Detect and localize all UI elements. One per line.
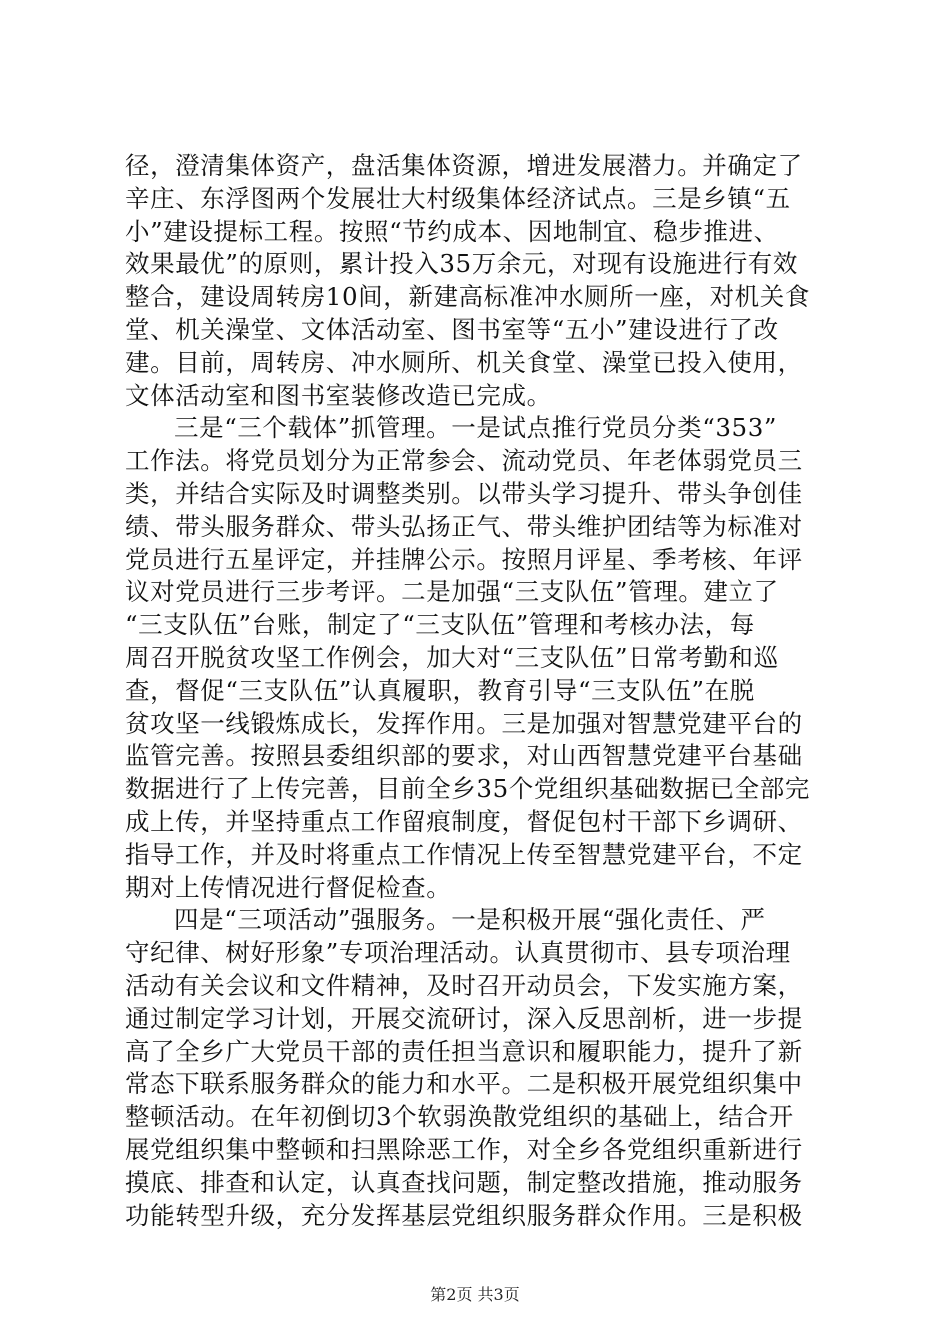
text-line: 整合，建设周转房10间，新建高标准冲水厕所一座，对机关食 (125, 282, 810, 312)
paragraph-start-line: 四是“三项活动”强服务。一是积极开展“强化责任、严 (174, 905, 766, 935)
text-line: 径，澄清集体资产，盘活集体资源，增进发展潜力。并确定了 (125, 151, 803, 180)
text-line: 摸底、排查和认定，认真查找问题，制定整改措施，推动服务 (125, 1167, 803, 1197)
text-line: 周召开脱贫攻坚工作例会，加大对“三支队伍”日常考勤和巡 (125, 642, 779, 672)
text-line: “三支队伍”台账，制定了“三支队伍”管理和考核办法，每 (125, 610, 755, 640)
page-footer (0, 1282, 950, 1305)
text-line: 党员进行五星评定，并挂牌公示。按照月评星、季考核、年评 (125, 544, 803, 574)
text-line: 文体活动室和图书室装修改造已完成。 (125, 380, 552, 410)
text-line: 数据进行了上传完善，目前全乡35个党组织基础数据已全部完 (125, 774, 810, 804)
text-line: 建。目前，周转房、冲水厕所、机关食堂、澡堂已投入使用， (125, 347, 803, 377)
text-line: 常态下联系服务群众的能力和水平。二是积极开展党组织集中 (125, 1069, 803, 1099)
text-line: 高了全乡广大党员干部的责任担当意识和履职能力，提升了新 (125, 1036, 803, 1066)
text-line: 效果最优”的原则，累计投入35万余元，对现有设施进行有效 (125, 249, 798, 279)
text-line: 贫攻坚一线锻炼成长，发挥作用。三是加强对智慧党建平台的 (125, 708, 803, 738)
text-line: 守纪律、树好形象”专项治理活动。认真贯彻市、县专项治理 (125, 938, 791, 968)
text-line: 功能转型升级，充分发挥基层党组织服务群众作用。三是积极 (125, 1200, 803, 1230)
text-line: 议对党员进行三步考评。二是加强“三支队伍”管理。建立了 (125, 577, 779, 607)
page-number-label: 第2页 共3页 (430, 1285, 520, 1304)
document-body (125, 150, 827, 1232)
text-line: 展党组织集中整顿和扫黑除恶工作，对全乡各党组织重新进行 (125, 1134, 803, 1164)
text-line: 整顿活动。在年初倒切3个软弱涣散党组织的基础上，结合开 (125, 1102, 794, 1132)
text-line: 监管完善。按照县委组织部的要求，对山西智慧党建平台基础 (125, 741, 803, 771)
text-line: 活动有关会议和文件精神，及时召开动员会，下发实施方案， (125, 970, 803, 1000)
paragraph-start-line: 三是“三个载体”抓管理。一是试点推行党员分类“353” (174, 413, 778, 443)
text-line: 绩、带头服务群众、带头弘扬正气、带头维护团结等为标准对 (125, 511, 803, 541)
text-line: 类，并结合实际及时调整类别。以带头学习提升、带头争创佳 (125, 478, 803, 508)
text-line: 查，督促“三支队伍”认真履职，教育引导“三支队伍”在脱 (125, 675, 755, 705)
text-line: 堂、机关澡堂、文体活动室、图书室等“五小”建设进行了改 (125, 314, 779, 344)
text-line: 辛庄、东浮图两个发展壮大村级集体经济试点。三是乡镇“五 (125, 183, 791, 213)
text-line: 小”建设提标工程。按照“节约成本、因地制宜、稳步推进、 (125, 216, 779, 246)
text-line: 指导工作，并及时将重点工作情况上传至智慧党建平台，不定 (125, 839, 803, 869)
text-line: 通过制定学习计划，开展交流研讨，深入反思剖析，进一步提 (125, 1003, 803, 1033)
text-line: 工作法。将党员划分为正常参会、流动党员、年老体弱党员三 (125, 446, 803, 476)
text-line: 成上传，并坚持重点工作留痕制度，督促包村干部下乡调研、 (125, 806, 803, 836)
text-line: 期对上传情况进行督促检查。 (125, 872, 452, 902)
